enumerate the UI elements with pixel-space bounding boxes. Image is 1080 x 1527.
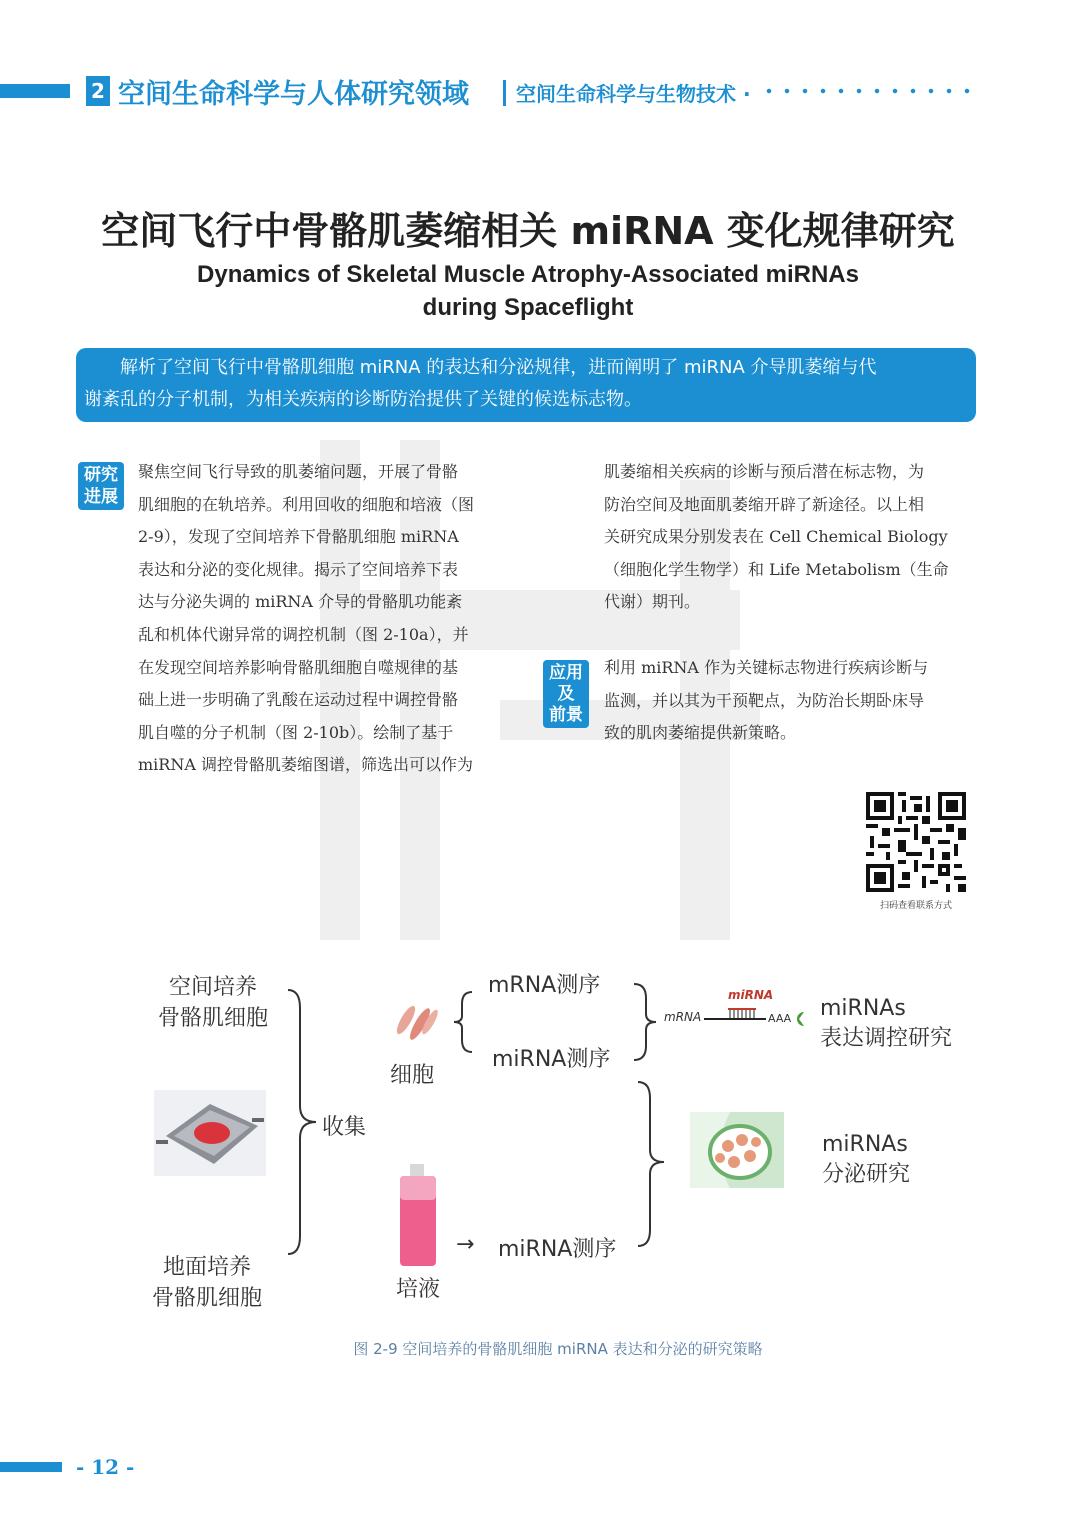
tag-line: 进展 <box>84 487 118 507</box>
text-line: 乱和机体代谢异常的调控机制（图 2-10a），并 <box>138 624 469 644</box>
text-line: 致的肌肉萎缩提供新策略。 <box>604 723 797 743</box>
text-line: （细胞化学生物学）和 Life Metabolism（生命 <box>604 559 949 579</box>
title-english-line: during Spaceflight <box>422 294 634 321</box>
text-line: 达与分泌失调的 miRNA 介导的骨骼肌功能紊 <box>138 592 463 612</box>
text-line: 关研究成果分别发表在 Cell Chemical Biology <box>604 527 948 547</box>
label-line: 骨骼肌细胞 <box>157 1006 268 1031</box>
mrna-seq-label: mRNA测序 <box>488 973 601 998</box>
label-line: 空间培养 <box>168 975 257 1000</box>
mirna-binding-diagram <box>704 1002 770 1024</box>
application-prospect-tag <box>543 660 589 728</box>
research-progress-continued <box>604 456 978 619</box>
expression-study-label <box>820 996 952 1052</box>
research-progress-text <box>138 456 513 782</box>
culture-device-image <box>154 1090 266 1176</box>
text-line: 在发现空间培养影响骨骼肌细胞自噬规律的基 <box>138 657 459 677</box>
qr-caption: 扫码查看联系方式 <box>879 901 952 911</box>
header-accent-bar <box>0 84 70 98</box>
mrna-small-label: mRNA <box>664 1010 702 1024</box>
summary-box <box>76 348 976 422</box>
label-line: 分泌研究 <box>822 1162 911 1187</box>
polya-label: AAA <box>768 1012 792 1025</box>
tag-line: 前景 <box>549 705 583 725</box>
text-line: 监测，并以其为干预靶点，为防治长期卧床导 <box>604 690 925 710</box>
subsection-title: 空间生命科学与生物技术 · <box>516 82 751 106</box>
collect-label: 收集 <box>322 1115 367 1140</box>
text-line: 表达和分泌的变化规律。揭示了空间培养下表 <box>138 559 459 579</box>
label-line: 地面培养 <box>162 1255 251 1280</box>
research-progress-tag <box>78 462 124 510</box>
culture-medium-tube-icon <box>396 1164 440 1268</box>
text-line: 2-9），发现了空间培养下骨骼肌细胞 miRNA <box>138 527 459 547</box>
label-line: 骨骼肌细胞 <box>151 1286 262 1311</box>
header-divider <box>503 80 506 106</box>
exosome-secretion-icon <box>690 1112 784 1188</box>
tag-line: 及 <box>557 684 575 704</box>
text-line: miRNA 调控骨骼肌萎缩图谱，筛选出可以作为 <box>138 755 473 775</box>
mirna-seq-label: miRNA测序 <box>498 1237 617 1262</box>
section-number-badge: 2 <box>86 76 110 106</box>
section-title: 空间生命科学与人体研究领域 <box>118 79 469 110</box>
space-culture-label <box>140 970 286 1032</box>
text-line: 肌细胞的在轨培养。利用回收的细胞和培液（图 <box>138 494 475 514</box>
text-line: 础上进一步明确了乳酸在运动过程中调控骨骼 <box>138 690 459 710</box>
title-english-line: Dynamics of Skeletal Muscle Atrophy-Associated miRNAs <box>197 261 859 288</box>
collect-brace <box>284 988 324 1256</box>
medium-label: 培液 <box>396 1277 441 1302</box>
secretion-brace <box>636 1080 666 1250</box>
text-line: 肌自噬的分子机制（图 2-10b）。绘制了基于 <box>138 722 454 742</box>
arrow: → <box>456 1232 475 1257</box>
figure-caption: 图 2-9 空间培养的骨骼肌细胞 miRNA 表达和分泌的研究策略 <box>353 1340 763 1358</box>
cells-label: 细胞 <box>390 1063 435 1088</box>
secretion-study-label <box>822 1132 910 1188</box>
qr-code[interactable] <box>866 792 966 892</box>
page-title: 空间飞行中骨骼肌萎缩相关 miRNA 变化规律研究 <box>101 209 955 253</box>
text-line: 聚焦空间飞行导致的肌萎缩问题，开展了骨骼 <box>138 462 459 481</box>
header-dot-leader <box>760 86 980 96</box>
text-line: 肌萎缩相关疾病的诊断与预后潜在标志物，为 <box>604 462 925 481</box>
mirna-small-label: miRNA <box>728 988 774 1002</box>
tag-line: 研究 <box>84 465 118 485</box>
text-line: 防治空间及地面肌萎缩开辟了新途径。以上相 <box>604 494 925 514</box>
page-title-english <box>0 258 1056 324</box>
label-line: 表达调控研究 <box>820 1026 953 1051</box>
mirna-seq-label: miRNA测序 <box>492 1047 611 1072</box>
label-line: miRNAs <box>822 1132 908 1157</box>
sequencing-brace <box>452 990 476 1054</box>
tag-line: 应用 <box>549 663 583 683</box>
protein-complex-icon <box>792 1011 806 1027</box>
text-line: 代谢）期刊。 <box>604 592 701 612</box>
summary-line: 谢紊乱的分子机制，为相关疾病的诊断防治提供了关键的候选标志物。 <box>84 389 642 410</box>
summary-line: 解析了空间飞行中骨骼肌细胞 miRNA 的表达和分泌规律，进而阐明了 miRNA 介导肌萎缩与代 <box>120 357 877 378</box>
ground-culture-label <box>134 1250 280 1312</box>
cells-icon <box>392 998 440 1048</box>
expression-brace <box>632 982 658 1062</box>
page-number: - 12 - <box>76 1455 135 1479</box>
application-prospect-text <box>604 652 978 750</box>
label-line: miRNAs <box>820 996 906 1021</box>
text-line: 利用 miRNA 作为关键标志物进行疾病诊断与 <box>604 658 929 677</box>
footer-accent-bar <box>0 1462 62 1472</box>
